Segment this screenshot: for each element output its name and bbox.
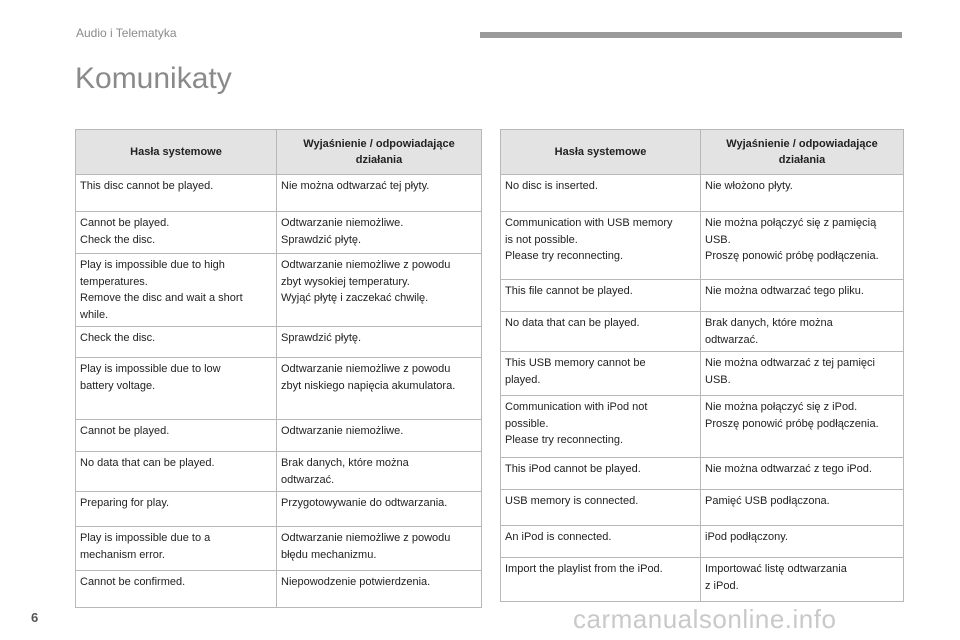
explanation-text: iPod podłączony. — [701, 526, 904, 558]
section-header: Audio i Telematyka — [76, 26, 177, 40]
table-row — [76, 327, 482, 358]
explanation-text: Importować listę odtwarzania z iPod. — [701, 558, 904, 602]
message-text: This file cannot be played. — [501, 280, 701, 312]
table-row — [76, 212, 482, 254]
message-text: This iPod cannot be played. — [501, 458, 701, 490]
message-text: No data that can be played. — [501, 312, 701, 352]
explanation-text: Odtwarzanie niemożliwe. — [277, 420, 482, 452]
watermark: carmanualsonline.info — [573, 604, 837, 634]
explanation-text: Przygotowywanie do odtwarzania. — [277, 492, 482, 527]
message-text: Cannot be played. Check the disc. — [76, 212, 277, 254]
table-row — [501, 280, 904, 312]
messages-table-right — [500, 129, 904, 602]
table-row — [501, 396, 904, 458]
table-row — [501, 490, 904, 526]
message-text: Cannot be confirmed. — [76, 571, 277, 608]
explanation-text: Odtwarzanie niemożliwe z powodu zbyt niskiego napięcia akumulatora. — [277, 358, 482, 420]
explanation-text: Sprawdzić płytę. — [277, 327, 482, 358]
message-text: An iPod is connected. — [501, 526, 701, 558]
header-bar — [480, 32, 902, 38]
table-row — [501, 352, 904, 396]
message-text: Import the playlist from the iPod. — [501, 558, 701, 602]
explanation-text: Odtwarzanie niemożliwe. Sprawdzić płytę. — [277, 212, 482, 254]
table-row — [76, 492, 482, 527]
message-text: No data that can be played. — [76, 452, 277, 492]
table-row — [76, 420, 482, 452]
explanation-text: Nie można odtwarzać z tej pamięci USB. — [701, 352, 904, 396]
message-text: This disc cannot be played. — [76, 175, 277, 212]
table-row — [501, 558, 904, 602]
message-text: Communication with iPod not possible. Please try reconnecting. — [501, 396, 701, 458]
message-text: No disc is inserted. — [501, 175, 701, 212]
table-row — [76, 527, 482, 571]
explanation-text: Brak danych, które można odtwarzać. — [277, 452, 482, 492]
explanation-text: Odtwarzanie niemożliwe z powodu zbyt wysokiej temperatury. Wyjąć płytę i zaczekać chwilę. — [277, 254, 482, 327]
table-row — [76, 358, 482, 420]
column-header-system-messages: Hasła systemowe — [76, 130, 277, 175]
page-number: 6 — [31, 610, 39, 625]
table-row — [501, 458, 904, 490]
table-row — [76, 571, 482, 608]
table-row — [76, 452, 482, 492]
column-header-system-messages: Hasła systemowe — [501, 130, 701, 175]
column-header-explanation: Wyjaśnienie / odpowiadające działania — [701, 130, 904, 175]
explanation-text: Odtwarzanie niemożliwe z powodu błędu mechanizmu. — [277, 527, 482, 571]
explanation-text: Nie można odtwarzać z tego iPod. — [701, 458, 904, 490]
table-row — [501, 212, 904, 280]
message-text: USB memory is connected. — [501, 490, 701, 526]
explanation-text: Nie włożono płyty. — [701, 175, 904, 212]
explanation-text: Nie można odtwarzać tej płyty. — [277, 175, 482, 212]
page-title: Komunikaty — [75, 62, 232, 95]
message-text: Communication with USB memory is not possible. Please try reconnecting. — [501, 212, 701, 280]
message-text: Play is impossible due to low battery voltage. — [76, 358, 277, 420]
explanation-text: Nie można odtwarzać tego pliku. — [701, 280, 904, 312]
message-text: This USB memory cannot be played. — [501, 352, 701, 396]
table-row — [501, 312, 904, 352]
message-text: Preparing for play. — [76, 492, 277, 527]
explanation-text: Niepowodzenie potwierdzenia. — [277, 571, 482, 608]
table-row — [76, 175, 482, 212]
messages-table-left — [75, 129, 482, 608]
message-text: Play is impossible due to a mechanism error. — [76, 527, 277, 571]
explanation-text: Nie można połączyć się z pamięcią USB. Proszę ponowić próbę podłączenia. — [701, 212, 904, 280]
explanation-text: Nie można połączyć się z iPod. Proszę ponowić próbę podłączenia. — [701, 396, 904, 458]
message-text: Check the disc. — [76, 327, 277, 358]
column-header-explanation: Wyjaśnienie / odpowiadające działania — [277, 130, 482, 175]
message-text: Play is impossible due to high temperatures. Remove the disc and wait a short while. — [76, 254, 277, 327]
table-row — [501, 526, 904, 558]
table-row — [501, 175, 904, 212]
message-text: Cannot be played. — [76, 420, 277, 452]
explanation-text: Pamięć USB podłączona. — [701, 490, 904, 526]
table-row — [76, 254, 482, 327]
explanation-text: Brak danych, które można odtwarzać. — [701, 312, 904, 352]
